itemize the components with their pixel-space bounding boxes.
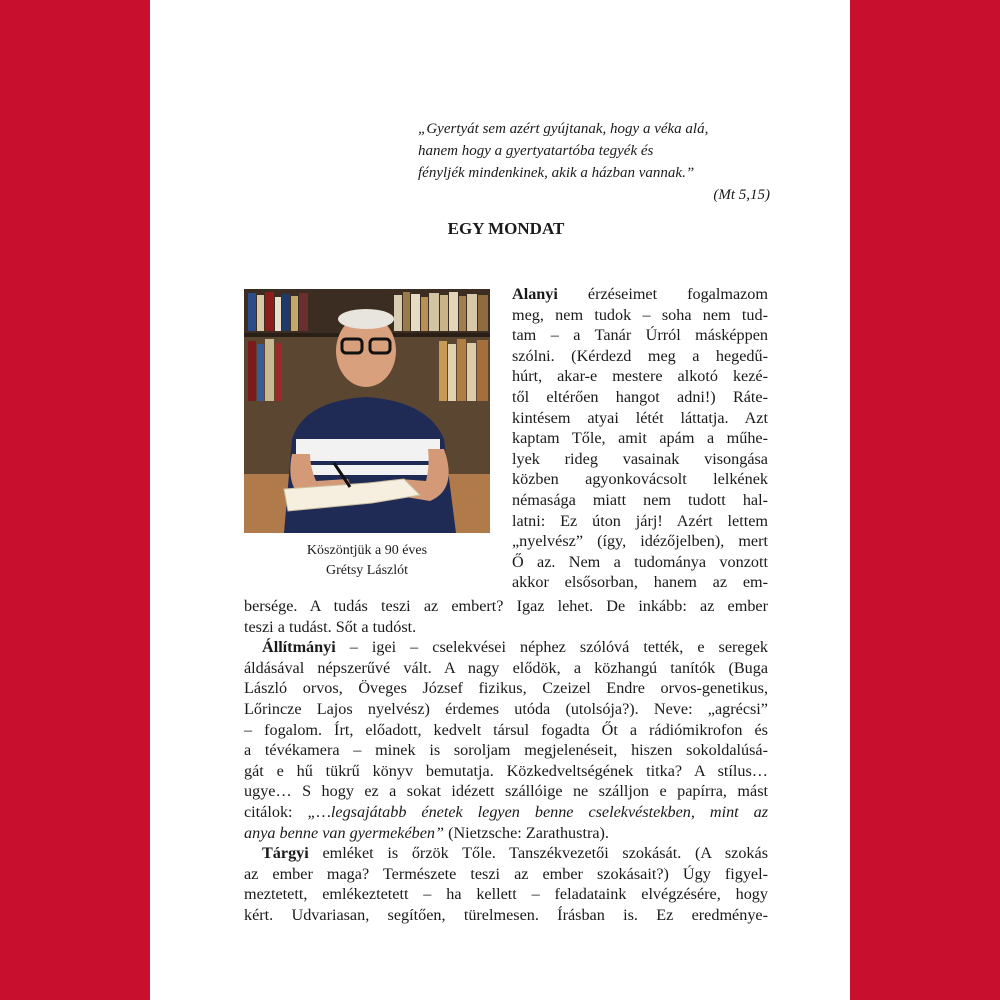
- text-line: Alanyi érzéseimet fogalmazom: [512, 285, 768, 303]
- portrait-photo-illustration: [244, 289, 490, 533]
- text-line: Tárgyi emléket is őrzök Tőle. Tanszékvezetői szokását. (A szokás: [262, 844, 768, 863]
- bold-lead-word: Tárgyi: [262, 844, 309, 863]
- portrait-photo: [244, 289, 490, 533]
- text-line: a tévékamera – minek is soroljam megjelenéseit, hiszen sokoldalúsá-: [244, 741, 768, 760]
- text-line: teszi a tudást. Sőt a tudóst.: [244, 617, 417, 636]
- body-text: [244, 596, 768, 926]
- quote-italic: „…legsajátabb énetek legyen benne cselekvéstekben, mint az: [307, 802, 768, 821]
- text-line: közben agyonkovácsolt lelkének: [512, 470, 768, 489]
- text-line: László orvos, Öveges József fizikus, Czeizel Endre orvos-genetikus,: [244, 679, 768, 698]
- caption-line: Grétsy Lászlót: [325, 563, 409, 578]
- epigraph-reference: (Mt 5,15): [713, 187, 770, 203]
- text-line: „nyelvész” (így, idézőjelben), mert: [512, 532, 768, 551]
- text-line: Lőrincze Lajos nyelvész) érdemes utóda (utolsója?). Neve: „agrécsi”: [244, 699, 768, 718]
- text-line: citálok: „…legsajátabb énetek legyen benne cselekvéstekben, mint az: [244, 802, 768, 821]
- text-line: anya benne van gyermekében” (Nietzsche: Zarathustra).: [244, 823, 609, 842]
- epigraph-line: „Gyertyát sem azért gyújtanak, hogy a véka alá,: [418, 121, 709, 137]
- epigraph-line: hanem hogy a gyertyatartóba tegyék és: [418, 143, 654, 159]
- text-line: némasága miatt nem tudott hal-: [512, 490, 768, 509]
- text-line: Állítmányi – igei – cselekvései néphez szólóvá tették, e seregek: [262, 638, 768, 657]
- bold-lead-word: Alanyi: [512, 285, 558, 303]
- text-line: szólni. (Kérdezd meg a hegedű-: [512, 346, 768, 365]
- text-line: tam – a Tanár Úrról másképpen: [512, 326, 768, 345]
- text-line: meztetett, emlékeztetett – ha kellett – feladataink elvégzésére, hogy: [244, 885, 768, 904]
- text-line: ugye… S hogy ez a sokat idézett szállóige ne szálljon e papírra, mást: [244, 782, 768, 801]
- book-page: [150, 0, 850, 1000]
- epigraph: [418, 118, 770, 206]
- epigraph-line: fényljék mindenkinek, akik a házban vannak.”: [418, 165, 695, 181]
- text-line: kaptam Tőle, amit apám a műhe-: [512, 429, 768, 448]
- quote-italic: anya benne van gyermekében”: [244, 823, 445, 842]
- text-line: latni: Ez úton járj! Azért lettem: [512, 511, 768, 530]
- text-line: az ember maga? Természete teszi az ember szokásait?) Úgy figyel-: [244, 864, 768, 883]
- text-line: bersége. A tudás teszi az embert? Igaz lehet. De inkább: az ember: [244, 597, 768, 615]
- text-line: húrt, akar-e mestere alkotó kezé-: [512, 367, 768, 386]
- text-line: – fogalom. Írt, előadott, kedvelt társul fogadta Őt a rádiómikrofon és: [244, 720, 768, 739]
- text-line: lyek rideg vasainak visongása: [512, 449, 768, 468]
- text-line: áldásával népszerűvé vált. A nagy elődök, a közhangú tanítók (Buga: [244, 658, 768, 677]
- text-line: gát e hű tükrű könyv bemutatja. Közkedveltségének titka? A stílus…: [244, 761, 768, 780]
- bold-lead-word: Állítmányi: [262, 638, 336, 657]
- chapter-title: EGY MONDAT: [447, 219, 565, 238]
- text-line: akkor elsősorban, hanem az em-: [512, 573, 768, 592]
- text-line: meg, nem tudok – soha nem tud-: [512, 305, 768, 324]
- photo-caption: [244, 541, 490, 581]
- text-line: Ő az. Nem a tudománya vonzott: [512, 552, 768, 571]
- text-line: kért. Udvariasan, segítően, türelmesen. Írásban is. Ez eredménye-: [244, 905, 768, 924]
- text-line: kintésem atyai létét láttatja. Azt: [512, 408, 768, 427]
- text-line: től eltérően hangot adni!) Ráte-: [512, 387, 768, 406]
- text-column: [512, 284, 768, 593]
- caption-line: Köszöntjük a 90 éves: [306, 543, 428, 558]
